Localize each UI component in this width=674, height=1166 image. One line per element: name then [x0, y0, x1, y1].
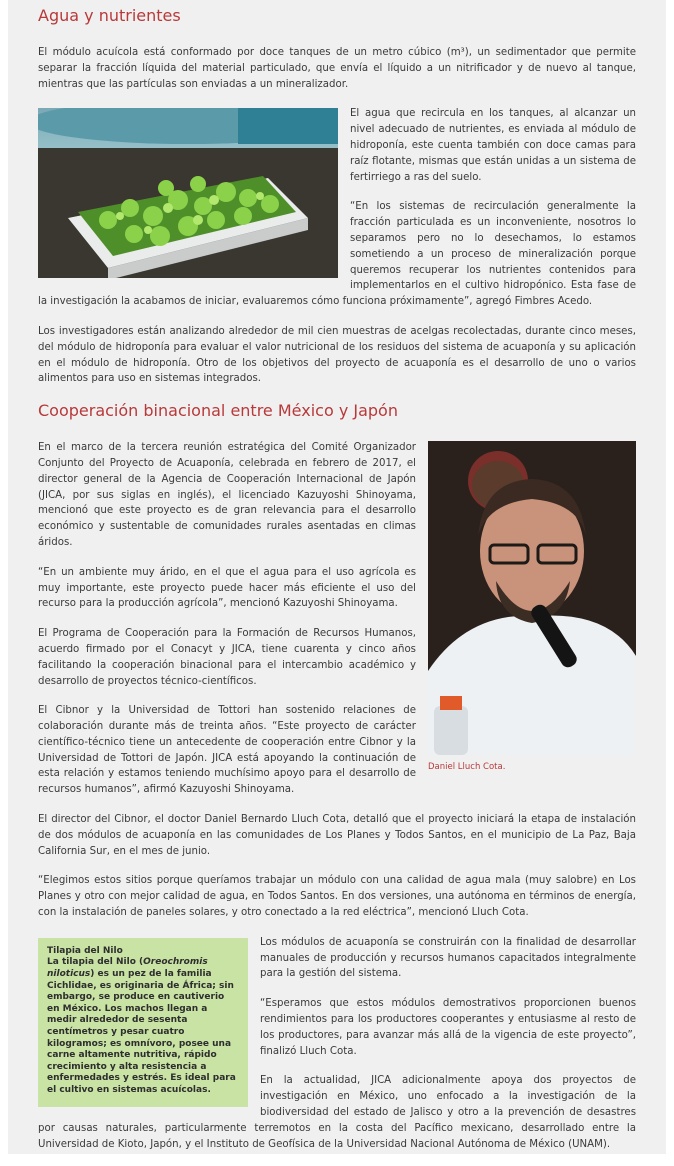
info-box-text-b: ) es un pez de la familia Cichlidae, es originaria de África; sin embargo, se produce en cautiverio en México. Los machos llegan a medir alrededor de sesenta centímetros y pesar cuatro kilogramos; es omnívoro, posee una carne altamente nutritiva, rápido crecimiento y alta resistencia a enfermedades y estrés. Es ideal para el cultivo en sistemas acuícolas.	[47, 969, 236, 1095]
paragraph: “En los sistemas de recirculación generalmente la fracción particulada es un inconveniente, nosotros lo separamos pero no lo desechamos, lo estamos sometiendo a un proceso de mineralización porque queremos recuperar los nutrientes contenidos para implementarlos en el cultivo hidropónico. Esta fase de la investigación la acabamos de iniciar, evaluaremos cómo funciona próximamente”, agregó Fimbres Acedo.	[38, 201, 636, 308]
paragraph: El módulo acuícola está conformado por doce tanques de un metro cúbico (m³), un sedimentador que permite separar la fracción líquida del material particulado, que envía el líquido a un nitrificador y de nuevo al tanque, mientras que las partículas son enviadas a un mineralizador.	[38, 47, 636, 90]
paragraph: El agua que recircula en los tanques, al alcanzar un nivel adecuado de nutrientes, es enviada al módulo de hidroponía, este cuenta también con doce camas para raíz flotante, mismas que están unidas a un sistema de fertirriego a ras del suelo.	[350, 108, 636, 183]
seedlings-illustration	[38, 108, 338, 278]
info-box-title: Tilapia del Nilo	[47, 945, 123, 956]
photo-caption: Daniel Lluch Cota.	[428, 762, 506, 773]
paragraph: El director del Cibnor, el doctor Daniel Bernardo Lluch Cota, detalló que el proyecto iniciará la etapa de instalación de dos módulos de acuaponía en las comunidades de Los Planes y Todos Santos, en el municipio de La Paz, Baja California Sur, en el mes de junio.	[38, 814, 636, 857]
paragraph: El Cibnor y la Universidad de Tottori han sostenido relaciones de colaboración durante más de treinta años. “Este proyecto de carácter científico-técnico tiene un antecedente de cooperación entre Cibnor y la Universidad de Tottori de Japón. JICA está apoyando la continuación de esta relación y estamos teniendo muchísimo apoyo para el desarrollo de recursos humanos”, afirmó Kazuyoshi Shinoyama.	[38, 705, 416, 796]
paragraph: Los investigadores están analizando alrededor de mil cien muestras de acelgas recolectadas, durante cinco meses, del módulo de hidroponía para evaluar el valor nutricional de los residuos del sistema de acuaponía y su aplicación en el módulo de hidroponía. Otro de los objetivos del proyecto de acuaponía es el desarrollo de uno o varios alimentos para uso en sistemas integrados.	[38, 325, 636, 385]
paragraph: Los módulos de acuaponía se construirán con la finalidad de desarrollar manuales de producción y recursos humanos capacitados integralmente para la gestión del sistema.	[260, 936, 636, 980]
tilapia-info-box	[38, 938, 248, 1107]
speaker-illustration	[428, 441, 636, 755]
hydroponic-seedlings-photo	[38, 108, 338, 278]
speaker-portrait-photo	[428, 441, 636, 755]
article-body	[38, 0, 636, 1166]
section-heading-cooperacion: Cooperación binacional entre México y Japón	[38, 401, 398, 421]
paragraph: En el marco de la tercera reunión estratégica del Comité Organizador Conjunto del Proyecto de Acuaponía, celebrada en febrero de 2017, el director general de la Agencia de Cooperación Internacional de Japón (JICA, por sus siglas en inglés), el licenciado Kazuyoshi Shinoyama, mencionó que este proyecto es de gran relevancia para el desarrollo económico y sustentable de comunidades rurales asentadas en climas áridos.	[38, 442, 416, 548]
article-page	[8, 0, 666, 1154]
paragraph: “Esperamos que estos módulos demostrativos proporcionen buenos rendimientos para los productores cooperantes y entusiasme al resto de los productores, para avanzar más allá de la vigencia de este proyecto”, finalizó Lluch Cota.	[260, 998, 636, 1057]
species-name: Oreochromis niloticus	[47, 957, 208, 980]
portrait-figure	[428, 441, 636, 773]
paragraph: “En un ambiente muy árido, en el que el agua para el uso agrícola es muy importante, este proyecto puede hacer más eficiente el uso del recurso para la producción agrícola”, mencionó Kazuyoshi Shinoyama.	[38, 566, 416, 610]
paragraph: En la actualidad, JICA adicionalmente apoya dos proyectos de investigación en México, uno enfocado a la investigación de la biodiversidad del estado de Jalisco y otro a la prevención de desastres por causas naturales, particularmente terremotos en la costa del Pacífico mexicano, desarrollado entre la Universidad de Kioto, Japón, y el Instituto de Geofísica de la Universidad Nacional Autónoma de México (UNAM).	[38, 1075, 636, 1150]
paragraph: “Elegimos estos sitios porque queríamos trabajar un módulo con una calidad de agua mala (muy salobre) en Los Planes y otro con mejor calidad de agua, en Todos Santos. En dos versiones, una autónoma en términos de energía, con la instalación de paneles solares, y otro conectado a la red eléctrica”, mencionó Lluch Cota.	[38, 875, 636, 919]
info-box-text-a: La tilapia del Nilo (	[47, 957, 144, 968]
paragraph: El Programa de Cooperación para la Formación de Recursos Humanos, acuerdo firmado por el Conacyt y JICA, tiene cuarenta y cinco años facilitando la cooperación binacional para el intercambio académico y desarrollo de proyectos técnico-científicos.	[38, 628, 416, 687]
section-heading-agua: Agua y nutrientes	[38, 6, 181, 25]
